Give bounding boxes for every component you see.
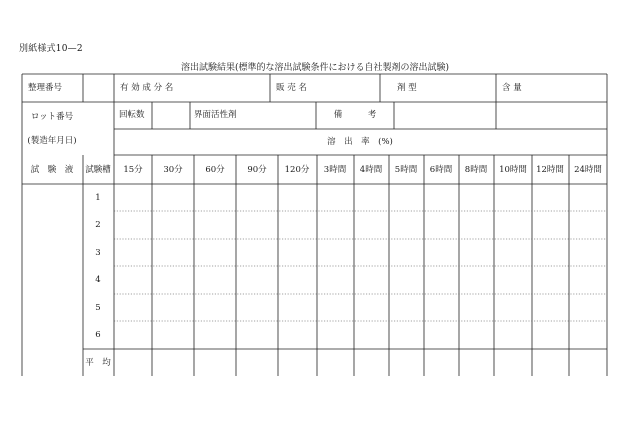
test-solution-header: 試 験 液: [30, 165, 74, 175]
vessel-number: 2: [95, 220, 101, 230]
test-vessel-header: 試験槽: [85, 165, 111, 175]
vessel-number: 6: [95, 330, 101, 340]
time-header: 12時間: [536, 165, 564, 175]
time-header: 10時間: [499, 165, 527, 175]
vessel-number: 4: [95, 275, 101, 285]
surfactant-label: 界面活性剤: [194, 110, 237, 120]
time-header: 60分: [205, 165, 225, 175]
time-header: 4時間: [359, 165, 383, 175]
seiri-bangou-label: 整理番号: [28, 83, 63, 93]
dissolution-rate-label: 溶 出 率 (%): [327, 137, 393, 147]
lot-number-label: ロット番号: [30, 112, 74, 122]
time-header: 90分: [247, 165, 267, 175]
time-header: 6時間: [429, 165, 453, 175]
time-header: 24時間: [574, 165, 602, 175]
vessel-number: 1: [95, 193, 101, 203]
content-label: 含 量: [502, 83, 522, 93]
time-header: 8時間: [464, 165, 488, 175]
rotation-speed-label: 回転数: [119, 110, 145, 120]
active-ingredient-label: 有 効 成 分 名: [120, 83, 174, 93]
average-label: 平 均: [85, 358, 111, 368]
time-header: 5時間: [394, 165, 418, 175]
form-id: 別紙様式10—2: [19, 44, 83, 54]
time-header: 30分: [163, 165, 183, 175]
time-header: 120分: [284, 165, 310, 175]
vessel-number: 5: [95, 303, 101, 313]
time-header: 3時間: [323, 165, 347, 175]
dosage-form-label: 剤 型: [397, 83, 417, 93]
remarks-label: 備 考: [333, 110, 377, 120]
manufacture-date-label: (製造年月日): [27, 136, 77, 146]
brand-name-label: 販 売 名: [276, 83, 307, 93]
time-header: 15分: [123, 165, 143, 175]
vessel-number: 3: [95, 248, 101, 258]
page-title: 溶出試験結果(標準的な溶出試験条件における自社製剤の溶出試験): [180, 63, 450, 73]
